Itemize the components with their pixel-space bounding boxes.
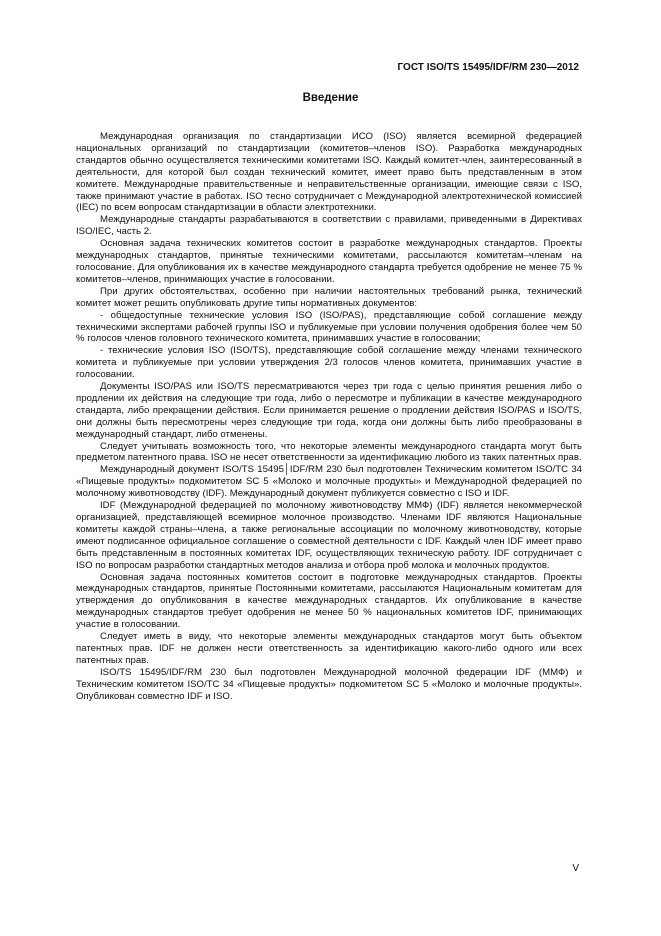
- paragraph: Международная организация по стандартизации ИСО (ISO) является всемирной федерацией национальных организаций по стандартизации (комитетов–членов ISO). Разработка международных стандартов обычно осуществляется техническими комитетами ISO. Каждый комитет-член, заинтересованный в деятельности, для которой был создан технический комитет, имеет право быть представленным в этом комитете. Международные правительственные и неправительственные организации, имеющие связи с ISO, также принимают участие в работах. ISO тесно сотрудничает с Международной электротехнической комиссией (IEC) по всем вопросам стандартизации в области электротехники.: [76, 131, 582, 214]
- paragraph: Международный документ ISO/TS 15495│IDF/RM 230 был подготовлен Техническим комитетом ISO/TC 34 «Пищевые продукты» подкомитетом SC 5 «Молоко и молочные продукты» и Международной федерацией по молочному животноводству (IDF). Международный документ публикуется совместно с ISO и IDF.: [76, 464, 582, 500]
- section-title: Введение: [302, 92, 359, 104]
- list-item: - общедоступные технические условия ISO (ISO/PAS), представляющие собой соглашение между техническими экспертами рабочей группы ISO и публикуемые при условии получения одобрения более чем 50 % голосов членов головного технического комитета, принимавших участие в голосовании;: [76, 309, 582, 345]
- paragraph: Документы ISO/PAS или ISO/TS пересматриваются через три года с целью принятия решения либо о продлении их действия на следующие три года, либо о пересмотре и публикации в качестве международного стандарта, либо прекращении действия. Если принимается решение о продлении действия ISO/PAS и ISO/TS, они должны быть пересмотрены через следующие три года, когда они должны быть либо преобразованы в международный стандарт, либо отменены.: [76, 381, 582, 440]
- page-number: V: [572, 863, 579, 874]
- paragraph: При других обстоятельствах, особенно при наличии настоятельных требований рынка, технический комитет может решить опубликовать другие типы нормативных документов:: [76, 285, 582, 309]
- paragraph: Основная задача постоянных комитетов состоит в подготовке международных стандартов. Проекты международных стандартов, принятые Постоянными комитетами, рассылаются Национальным комитетам для утверждения до опубликования в качестве международных стандартов. Их опубликование в качестве международных стандартов требует одобрения не менее 50 % национальных комитетов IDF, принимающих участие в голосовании.: [76, 571, 582, 631]
- paragraph: Следует иметь в виду, что некоторые элементы международных стандартов могут быть объектом патентных прав. IDF не должен нести ответственность за идентификацию какого-либо одного или всех патентных прав.: [76, 631, 582, 666]
- document-header: ГОСТ ISO/TS 15495/IDF/RM 230—2012: [397, 62, 579, 73]
- paragraph: Следует учитывать возможность того, что некоторые элементы международного стандарта могут быть предметом патентного права. ISO не несет ответственности за идентификацию любого из таких патентных прав.: [76, 440, 582, 464]
- list-item: - технические условия ISO (ISO/TS), представляющие собой соглашение между членами технического комитета и публикуемые при условии утверждения 2/3 голосов членов комитета, принимавших участие в голосовании.: [76, 345, 582, 381]
- paragraph: IDF (Международной федерацией по молочному животноводству ММФ) (IDF) является некоммерческой организацией, представляющей всемирное молочное производство. Членами IDF являются Национальные комитеты каждой страны–члена, а также региональные ассоциации по молочному животноводству, которые имеют подписанное официальное соглашение о совместной деятельности с IDF. Каждый член IDF имеет право быть представленным в постоянных комитетах IDF, осуществляющих техническую работу. IDF сотрудничает с ISO по вопросам разработки стандартных методов анализа и отбора проб молока и молочных продуктов.: [76, 500, 582, 571]
- paragraph: ISO/TS 15495/IDF/RM 230 был подготовлен Международной молочной федерации IDF (ММФ) и Техническим комитетом ISO/TC 34 «Пищевые продукты» подкомитетом SC 5 «Молоко и молочные продукты». Опубликован совместно IDF и ISO.: [76, 666, 582, 702]
- body-text: [76, 131, 582, 703]
- paragraph: Международные стандарты разрабатываются в соответствии с правилами, приведенными в Директивах ISO/IEC, часть 2.: [76, 214, 582, 238]
- paragraph: Основная задача технических комитетов состоит в разработке международных стандартов. Проекты международных стандартов, принятые техническими комитетами, рассылаются комитетам–членам на голосование. Для опубликования их в качестве международного стандарта требуется одобрение не менее 75 % комитетов–членов, принимающих участие в голосовании.: [76, 238, 582, 285]
